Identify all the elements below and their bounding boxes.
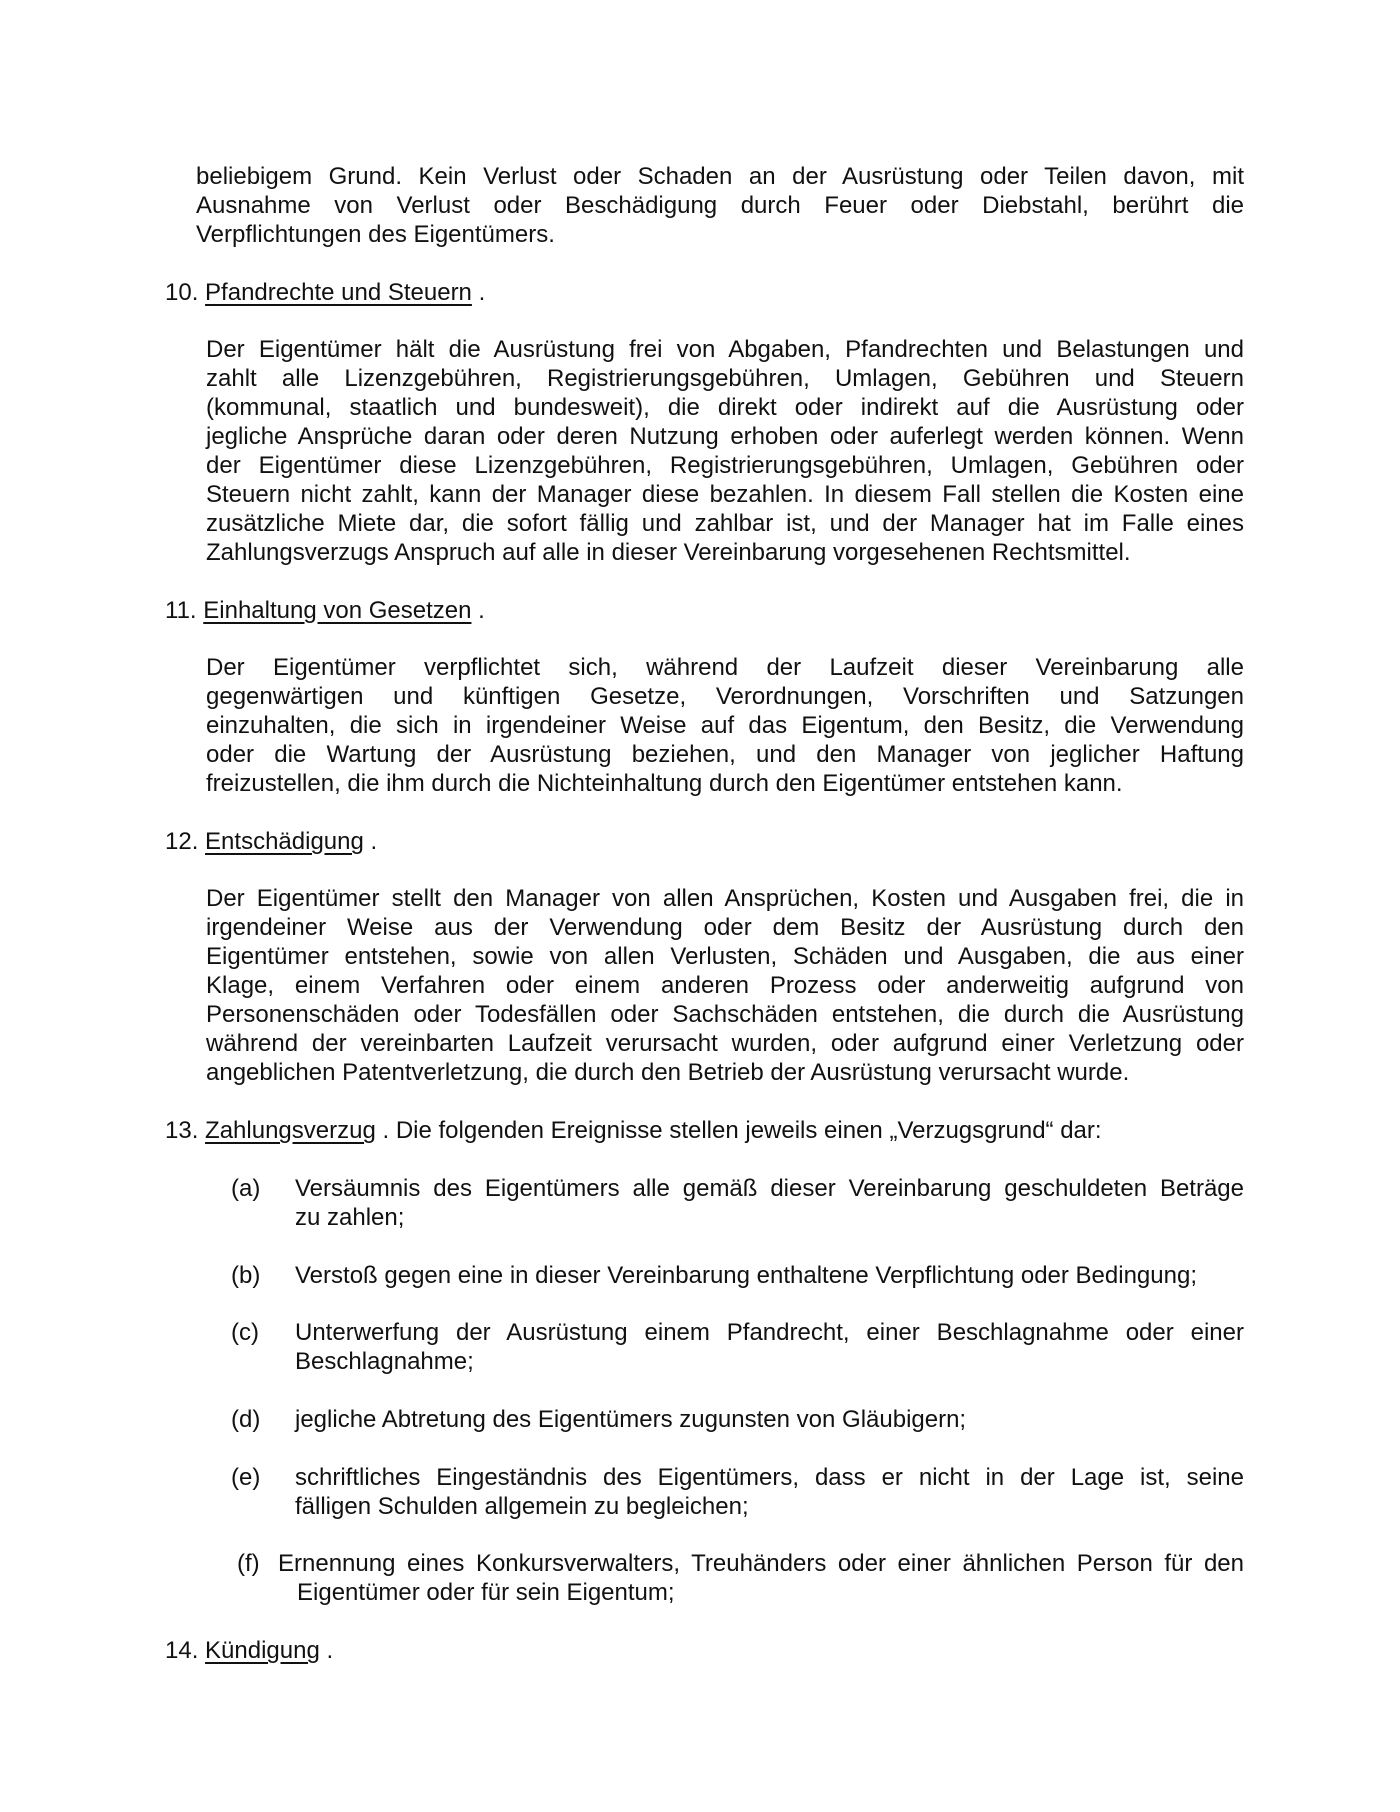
section-10-line-5: der Eigentümer diese Lizenzgebühren, Registrierungsgebühren, Umlagen, Gebühren oder <box>206 452 1244 479</box>
item-b-line-1: Verstoß gegen eine in dieser Vereinbarung enthaltene Verpflichtung oder Bedingung; <box>295 1262 1197 1289</box>
intro-line-1: beliebigem Grund. Kein Verlust oder Schaden an der Ausrüstung oder Teilen davon, mit <box>196 163 1244 190</box>
item-label: (b) <box>231 1262 261 1289</box>
section-11-heading <box>165 596 485 625</box>
item-d-line-1: jegliche Abtretung des Eigentümers zugunsten von Gläubigern; <box>295 1406 967 1433</box>
item-label: (e) <box>231 1464 261 1491</box>
section-12-line-2: irgendeiner Weise aus der Verwendung oder dem Besitz der Ausrüstung durch den <box>206 914 1244 941</box>
item-c-line-1: Unterwerfung der Ausrüstung einem Pfandrecht, einer Beschlagnahme oder einer <box>295 1319 1244 1346</box>
section-tail: . Die folgenden Ereignisse stellen jeweils einen „Verzugsgrund“ dar: <box>375 1117 1102 1144</box>
item-label: (c) <box>231 1319 259 1346</box>
section-12-line-3: Eigentümer entstehen, sowie von allen Verlusten, Schäden und Ausgaben, die aus einer <box>206 943 1244 970</box>
section-10-line-6: Steuern nicht zahlt, kann der Manager diese bezahlen. In diesem Fall stellen die Kosten eine <box>206 481 1244 508</box>
item-c-line-2: Beschlagnahme; <box>295 1348 474 1375</box>
item-label: (a) <box>231 1175 261 1202</box>
section-tail: . <box>471 597 485 624</box>
section-title: Kündigung <box>205 1637 320 1664</box>
section-10-line-7: zusätzliche Miete dar, die sofort fällig und zahlbar ist, und der Manager hat im Falle eines <box>206 510 1244 537</box>
section-12-line-7: angeblichen Patentverletzung, die durch den Betrieb der Ausrüstung verursacht wurde. <box>206 1059 1130 1086</box>
item-label: (f) <box>237 1550 260 1577</box>
intro-line-2: Ausnahme von Verlust oder Beschädigung durch Feuer oder Diebstahl, berührt die <box>196 192 1244 219</box>
item-e-line-2: fälligen Schulden allgemein zu begleichen; <box>295 1493 749 1520</box>
section-number: 10. <box>165 279 199 306</box>
section-11-line-3: einzuhalten, die sich in irgendeiner Weise auf das Eigentum, den Besitz, die Verwendung <box>206 712 1244 739</box>
item-f-line-1: Ernennung eines Konkursverwalters, Treuhänders oder einer ähnlichen Person für den <box>278 1550 1244 1577</box>
section-tail: . <box>471 279 486 306</box>
section-11-line-2: gegenwärtigen und künftigen Gesetze, Verordnungen, Vorschriften und Satzungen <box>206 683 1244 710</box>
section-11-line-4: oder die Wartung der Ausrüstung beziehen, und den Manager von jeglicher Haftung <box>206 741 1244 768</box>
section-11-line-1: Der Eigentümer verpflichtet sich, während der Laufzeit dieser Vereinbarung alle <box>206 654 1244 681</box>
section-title: Einhaltung von Gesetzen <box>203 597 472 624</box>
section-number: 14. <box>165 1637 199 1664</box>
section-12-line-4: Klage, einem Verfahren oder einem anderen Prozess oder anderweitig aufgrund von <box>206 972 1244 999</box>
section-12-line-1: Der Eigentümer stellt den Manager von allen Ansprüchen, Kosten und Ausgaben frei, die in <box>206 885 1244 912</box>
item-a-line-2: zu zahlen; <box>295 1204 405 1231</box>
section-10-line-3: (kommunal, staatlich und bundesweit), die direkt oder indirekt auf die Ausrüstung oder <box>206 394 1244 421</box>
intro-line-3: Verpflichtungen des Eigentümers. <box>196 221 555 248</box>
section-tail: . <box>363 828 378 855</box>
section-12-line-6: während der vereinbarten Laufzeit verursacht wurden, oder aufgrund einer Verletzung oder <box>206 1030 1244 1057</box>
item-label: (d) <box>231 1406 261 1433</box>
section-10-line-8: Zahlungsverzugs Anspruch auf alle in dieser Vereinbarung vorgesehenen Rechtsmittel. <box>206 539 1131 566</box>
section-number: 13. <box>165 1117 199 1144</box>
section-13-heading <box>165 1116 1102 1145</box>
section-11-line-5: freizustellen, die ihm durch die Nichteinhaltung durch den Eigentümer entstehen kann. <box>206 770 1123 797</box>
section-14-heading <box>165 1636 333 1665</box>
item-a-line-1: Versäumnis des Eigentümers alle gemäß dieser Vereinbarung geschuldeten Beträge <box>295 1175 1244 1202</box>
section-12-heading <box>165 827 377 856</box>
item-e-line-1: schriftliches Eingeständnis des Eigentümers, dass er nicht in der Lage ist, seine <box>295 1464 1244 1491</box>
section-10-line-4: jegliche Ansprüche daran oder deren Nutzung erhoben oder auferlegt werden können. Wenn <box>206 423 1244 450</box>
section-12-line-5: Personenschäden oder Todesfällen oder Sachschäden entstehen, die durch die Ausrüstung <box>206 1001 1244 1028</box>
section-10-line-1: Der Eigentümer hält die Ausrüstung frei von Abgaben, Pfandrechten und Belastungen und <box>206 336 1244 363</box>
section-number: 12. <box>165 828 199 855</box>
item-f-line-2: Eigentümer oder für sein Eigentum; <box>297 1579 675 1606</box>
section-tail: . <box>319 1637 334 1664</box>
section-number: 11. <box>165 597 197 624</box>
section-title: Entschädigung <box>205 828 364 855</box>
section-10-heading <box>165 278 485 307</box>
section-10-line-2: zahlt alle Lizenzgebühren, Registrierungsgebühren, Umlagen, Gebühren und Steuern <box>206 365 1244 392</box>
section-title: Zahlungsverzug <box>205 1117 376 1144</box>
section-title: Pfandrechte und Steuern <box>205 279 472 306</box>
